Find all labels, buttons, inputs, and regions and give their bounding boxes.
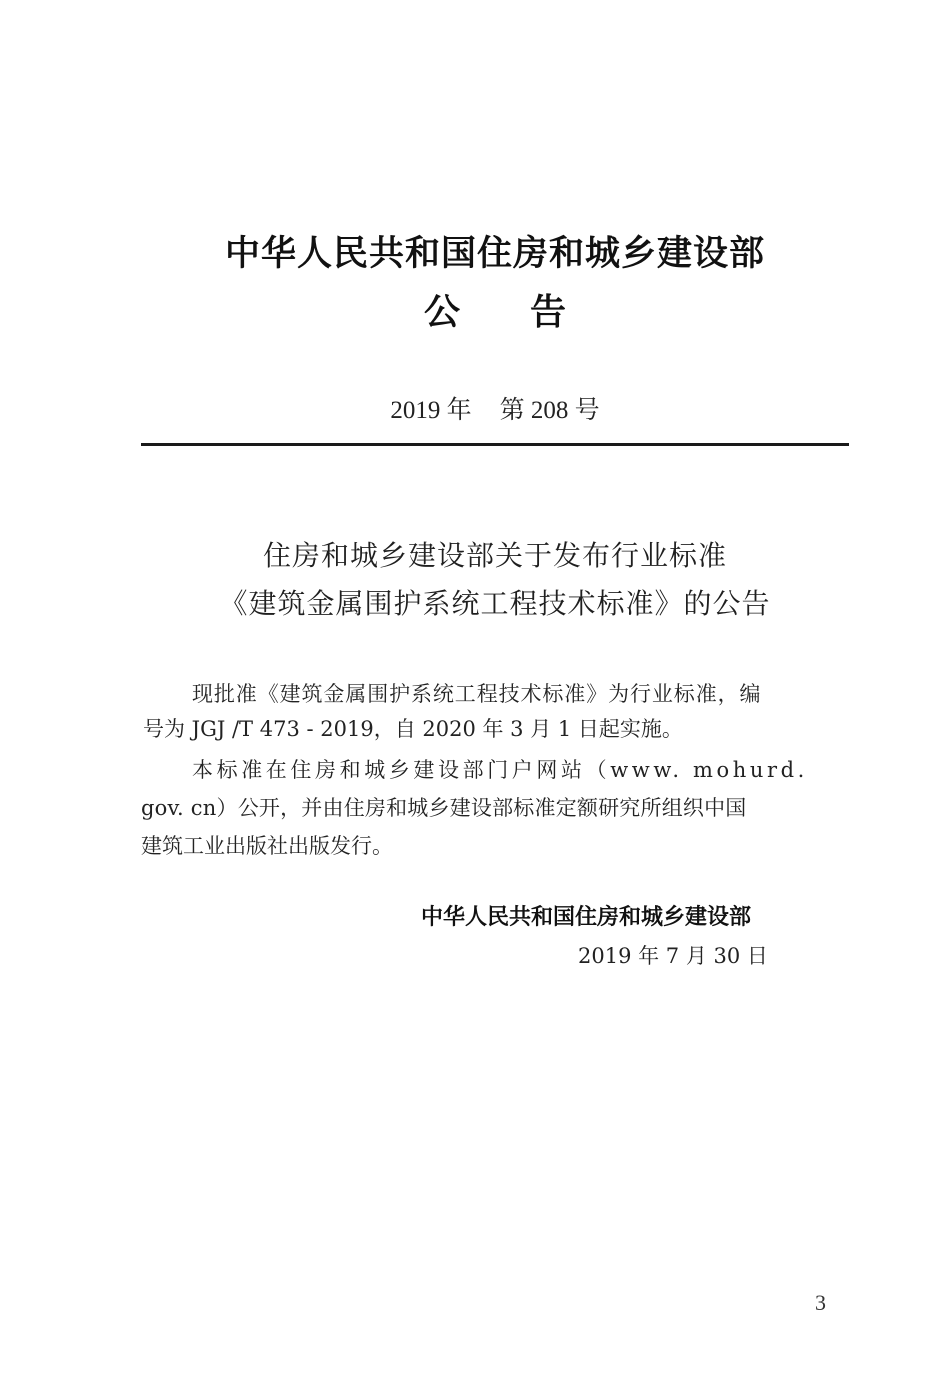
body-line-2: 号为 JGJ /T 473 - 2019，自 2020 年 3 月 1 日起实施。 — [143, 717, 683, 741]
signature-date: 2019 年 7 月 30 日 — [578, 944, 768, 968]
body-line-5: 建筑工业出版社出版发行。 — [141, 834, 393, 858]
signature-issuer: 中华人民共和国住房和城乡建设部 — [421, 905, 752, 930]
issuer-heading: 中华人民共和国住房和城乡建设部 — [224, 233, 765, 274]
heading-char-2: 告 — [530, 291, 567, 333]
page-number: 3 — [815, 1290, 826, 1315]
body-line-1: 现批准《建筑金属围护系统工程技术标准》为行业标准，编 — [192, 682, 762, 706]
heading-char-1: 公 — [423, 291, 460, 333]
year-label: 2019 年 — [390, 397, 472, 424]
number-label: 第 208 号 — [499, 397, 600, 424]
announcement-heading — [0, 284, 950, 335]
header-divider — [141, 443, 849, 446]
announcement-number — [0, 390, 950, 426]
document-title-line-2: 《建筑金属围护系统工程技术标准》的公告 — [219, 587, 771, 620]
body-line-4: gov. cn）公开，并由住房和城乡建设部标准定额研究所组织中国 — [141, 796, 747, 820]
document-title-line-1: 住房和城乡建设部关于发布行业标准 — [262, 539, 727, 572]
body-line-3: 本标准在住房和城乡建设部门户网站（www. mohurd. — [192, 758, 808, 782]
